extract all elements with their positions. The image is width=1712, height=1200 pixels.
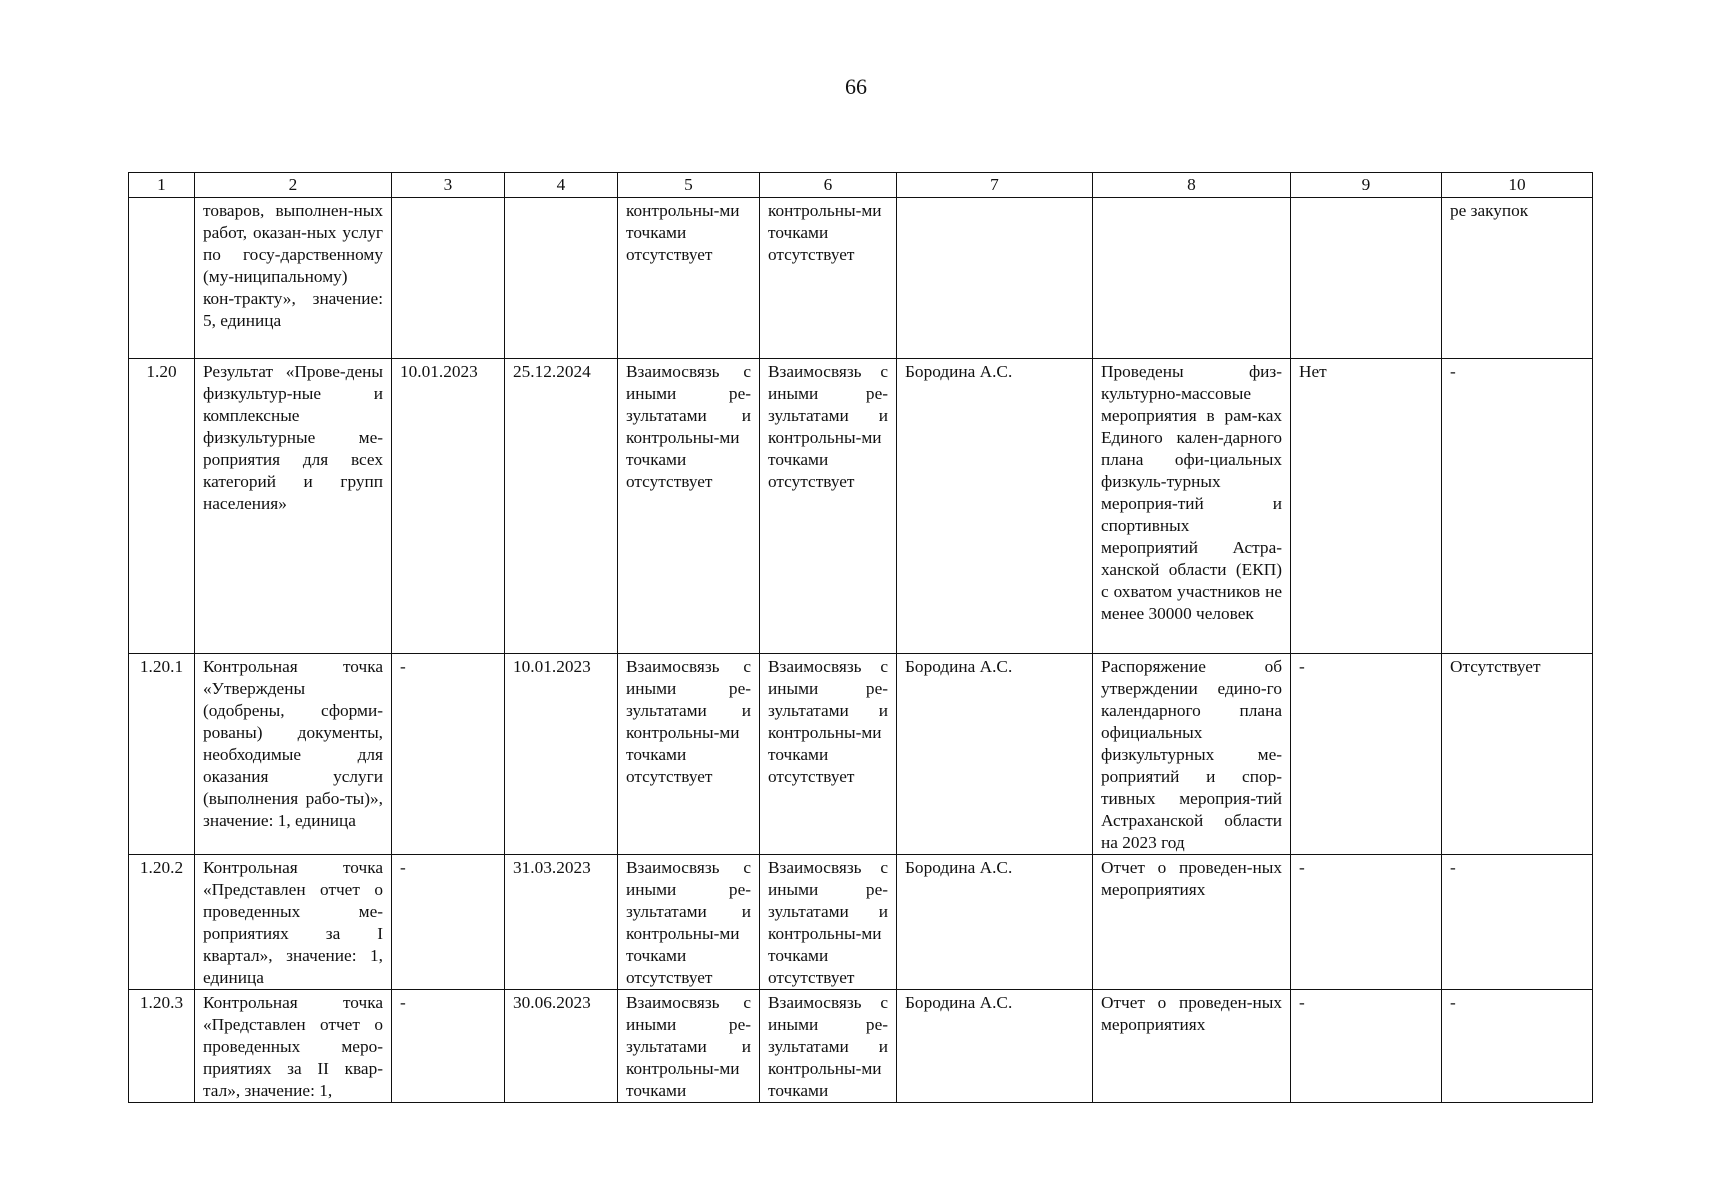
cell-number <box>129 198 195 359</box>
cell-col9 <box>1291 198 1442 359</box>
cell-start-date: 10.01.2023 <box>392 359 505 654</box>
cell-end-date: 10.01.2023 <box>505 654 618 855</box>
cell-successors: Взаимосвязь с иными ре-зультатами и контрольны-ми точками <box>760 990 897 1103</box>
cell-number: 1.20.1 <box>129 654 195 855</box>
col-header-2: 2 <box>195 173 392 198</box>
cell-end-date: 25.12.2024 <box>505 359 618 654</box>
cell-result-description: Отчет о проведен-ных мероприятиях <box>1093 990 1291 1103</box>
cell-name: Контрольная точка «Представлен отчет о проведенных ме-роприятиях за I квартал», значение: 1, единица <box>195 855 392 990</box>
cell-number: 1.20 <box>129 359 195 654</box>
cell-responsible: Бородина А.С. <box>897 855 1093 990</box>
cell-name: Контрольная точка «Представлен отчет о проведенных меро-приятиях за II квар-тал», значение: 1, <box>195 990 392 1103</box>
cell-col9: - <box>1291 654 1442 855</box>
cell-result-description: Проведены физ-культурно-массовые мероприятия в рам-ках Единого кален-дарного плана офи-циальных физкуль-турных мероприя-тий и спортивных мероприятий Астра-ханской области (ЕКП) с охватом участников не менее 30000 человек <box>1093 359 1291 654</box>
header-row <box>129 173 1593 198</box>
col-header-6: 6 <box>760 173 897 198</box>
cell-result-description: Отчет о проведен-ных мероприятиях <box>1093 855 1291 990</box>
cell-col10: - <box>1442 855 1593 990</box>
cell-col10: - <box>1442 359 1593 654</box>
table-row <box>129 359 1593 654</box>
cell-name: Контрольная точка «Утверждены (одобрены, сформи-рованы) документы, необходимые для оказания услуги (выполнения рабо-ты)», значение: 1, единица <box>195 654 392 855</box>
cell-predecessors: Взаимосвязь с иными ре-зультатами и контрольны-ми точками отсутствует <box>618 855 760 990</box>
cell-successors: Взаимосвязь с иными ре-зультатами и контрольны-ми точками отсутствует <box>760 654 897 855</box>
cell-responsible: Бородина А.С. <box>897 990 1093 1103</box>
cell-successors: Взаимосвязь с иными ре-зультатами и контрольны-ми точками отсутствует <box>760 855 897 990</box>
col-header-1: 1 <box>129 173 195 198</box>
cell-successors: контрольны-ми точками отсутствует <box>760 198 897 359</box>
cell-end-date: 30.06.2023 <box>505 990 618 1103</box>
cell-col9: - <box>1291 855 1442 990</box>
cell-predecessors: контрольны-ми точками отсутствует <box>618 198 760 359</box>
cell-number: 1.20.3 <box>129 990 195 1103</box>
cell-result-description: Распоряжение об утверждении едино-го календарного плана официальных физкультурных ме-роприятий и спор-тивных мероприя-тий Астраханской области на 2023 год <box>1093 654 1291 855</box>
cell-predecessors: Взаимосвязь с иными ре-зультатами и контрольны-ми точками отсутствует <box>618 359 760 654</box>
cell-col9: - <box>1291 990 1442 1103</box>
cell-predecessors: Взаимосвязь с иными ре-зультатами и контрольны-ми точками <box>618 990 760 1103</box>
col-header-5: 5 <box>618 173 760 198</box>
cell-result-description <box>1093 198 1291 359</box>
cell-name: Результат «Прове-дены физкультур-ные и комплексные физкультурные ме-роприятия для всех категорий и групп населения» <box>195 359 392 654</box>
cell-number: 1.20.2 <box>129 855 195 990</box>
table-row <box>129 990 1593 1103</box>
cell-responsible <box>897 198 1093 359</box>
col-header-8: 8 <box>1093 173 1291 198</box>
cell-start-date: - <box>392 654 505 855</box>
col-header-9: 9 <box>1291 173 1442 198</box>
page-number: 66 <box>845 74 867 99</box>
col-header-4: 4 <box>505 173 618 198</box>
cell-start-date <box>392 198 505 359</box>
table-row <box>129 855 1593 990</box>
cell-col10: ре закупок <box>1442 198 1593 359</box>
cell-responsible: Бородина А.С. <box>897 654 1093 855</box>
cell-successors: Взаимосвязь с иными ре-зультатами и контрольны-ми точками отсутствует <box>760 359 897 654</box>
col-header-7: 7 <box>897 173 1093 198</box>
col-header-3: 3 <box>392 173 505 198</box>
col-header-10: 10 <box>1442 173 1593 198</box>
cell-name: товаров, выполнен-ных работ, оказан-ных услуг по госу-дарственному (му-ниципальному) кон-тракту», значение: 5, единица <box>195 198 392 359</box>
cell-predecessors: Взаимосвязь с иными ре-зультатами и контрольны-ми точками отсутствует <box>618 654 760 855</box>
cell-start-date: - <box>392 855 505 990</box>
cell-col10: Отсутствует <box>1442 654 1593 855</box>
cell-responsible: Бородина А.С. <box>897 359 1093 654</box>
results-table <box>128 172 1593 1103</box>
table-row <box>129 654 1593 855</box>
cell-end-date: 31.03.2023 <box>505 855 618 990</box>
cell-start-date: - <box>392 990 505 1103</box>
cell-col9: Нет <box>1291 359 1442 654</box>
cell-end-date <box>505 198 618 359</box>
cell-col10: - <box>1442 990 1593 1103</box>
table-row <box>129 198 1593 359</box>
